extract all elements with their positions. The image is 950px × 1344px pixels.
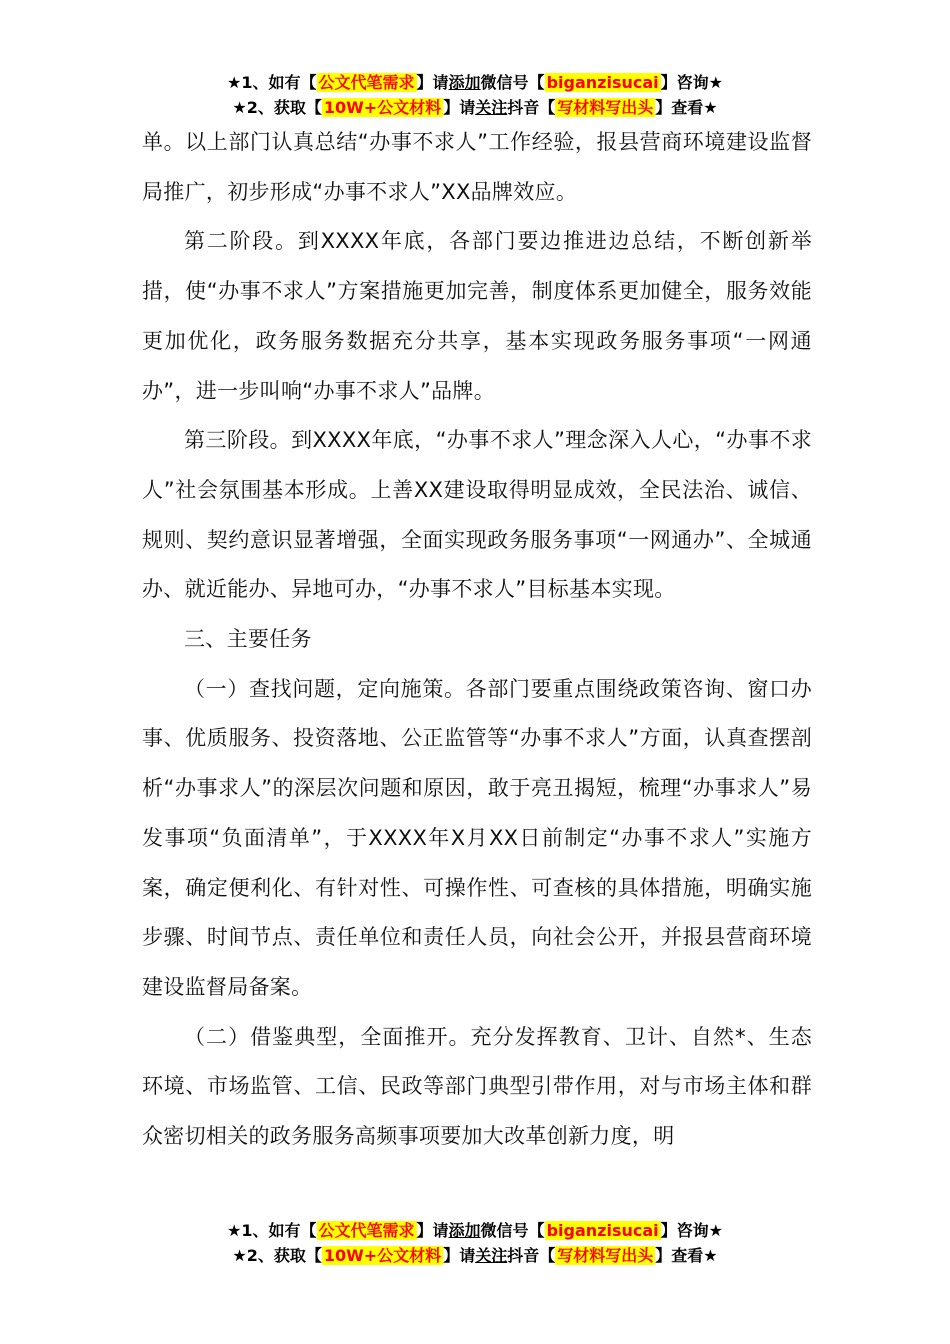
banner-text: 】请 <box>416 73 449 92</box>
highlight-douyin-id: 写材料写出头 <box>557 1246 654 1265</box>
banner-text: 】请 <box>416 1221 449 1240</box>
banner-line-2 <box>0 1243 950 1268</box>
section-heading-main-tasks: 三、主要任务 <box>184 627 312 652</box>
document-body <box>142 118 812 1162</box>
highlight-douyin-id: 写材料写出头 <box>557 98 654 117</box>
banner-text: ★2、获取【 <box>232 1246 322 1265</box>
banner-line-2 <box>0 95 950 120</box>
footer-banner <box>0 1218 950 1268</box>
banner-text: 微信号【 <box>480 73 545 92</box>
banner-text: 】查看★ <box>655 1246 718 1265</box>
banner-underlined: 添加 <box>448 73 481 92</box>
banner-text: ★2、获取【 <box>232 98 322 117</box>
highlight-wechat-id: biganzisucai <box>546 73 659 92</box>
banner-text: 】请 <box>443 1246 476 1265</box>
banner-text: 微信号【 <box>480 1221 545 1240</box>
highlight-wechat-id: biganzisucai <box>546 1221 659 1240</box>
paragraph-continuation: 单。以上部门认真总结“办事不求人”工作经验，报县营商环境建设监督局推广，初步形成“办事不求人”XX品牌效应。 <box>142 130 812 204</box>
highlight-service: 公文代笔需求 <box>318 1221 415 1240</box>
banner-text: 抖音【 <box>507 1246 556 1265</box>
banner-text: 】咨询★ <box>660 73 723 92</box>
banner-text: ★1、如有【 <box>227 1221 317 1240</box>
paragraph-task-two: （二）借鉴典型，全面推开。充分发挥教育、卫计、自然*、生态环境、市场监管、工信、民政等部门典型引带作用，对与市场主体和群众密切相关的政务服务高频事项要加大改革创新力度，明 <box>142 1024 812 1149</box>
paragraph-stage-three: 第三阶段。到XXXX年底，“办事不求人”理念深入人心，“办事不求人”社会氛围基本形成。上善XX建设取得明显成效，全民法治、诚信、规则、契约意识显著增强，全面实现政务服务事项“一网通办”、全城通办、就近能办、异地可办，“办事不求人”目标基本实现。 <box>142 428 812 602</box>
banner-underlined: 添加 <box>448 1221 481 1240</box>
banner-text: 】请 <box>443 98 476 117</box>
banner-underlined: 关注 <box>475 1246 508 1265</box>
highlight-service: 公文代笔需求 <box>318 73 415 92</box>
paragraph-stage-two: 第二阶段。到XXXX年底，各部门要边推进边总结，不断创新举措，使“办事不求人”方案措施更加完善，制度体系更加健全，服务效能更加优化，政务服务数据充分共享，基本实现政务服务事项“一网通办”，进一步叫响“办事不求人”品牌。 <box>142 229 812 403</box>
banner-line-1 <box>0 1218 950 1243</box>
banner-text: 】查看★ <box>655 98 718 117</box>
highlight-materials: 10W+公文材料 <box>323 98 442 117</box>
banner-underlined: 关注 <box>475 98 508 117</box>
paragraph-task-one: （一）查找问题，定向施策。各部门要重点围绕政策咨询、窗口办事、优质服务、投资落地、公正监管等“办事不求人”方面，认真查摆剖析“办事求人”的深层次问题和原因，敢于亮丑揭短，梳理“办事求人”易发事项“负面清单”，于XXXX年X月XX日前制定“办事不求人”实施方案，确定便利化、有针对性、可操作性、可查核的具体措施，明确实施步骤、时间节点、责任单位和责任人员，向社会公开，并报县营商环境建设监督局备案。 <box>142 676 812 999</box>
banner-line-1 <box>0 70 950 95</box>
banner-text: 抖音【 <box>507 98 556 117</box>
banner-text: 】咨询★ <box>660 1221 723 1240</box>
banner-text: ★1、如有【 <box>227 73 317 92</box>
highlight-materials: 10W+公文材料 <box>323 1246 442 1265</box>
header-banner <box>0 70 950 120</box>
